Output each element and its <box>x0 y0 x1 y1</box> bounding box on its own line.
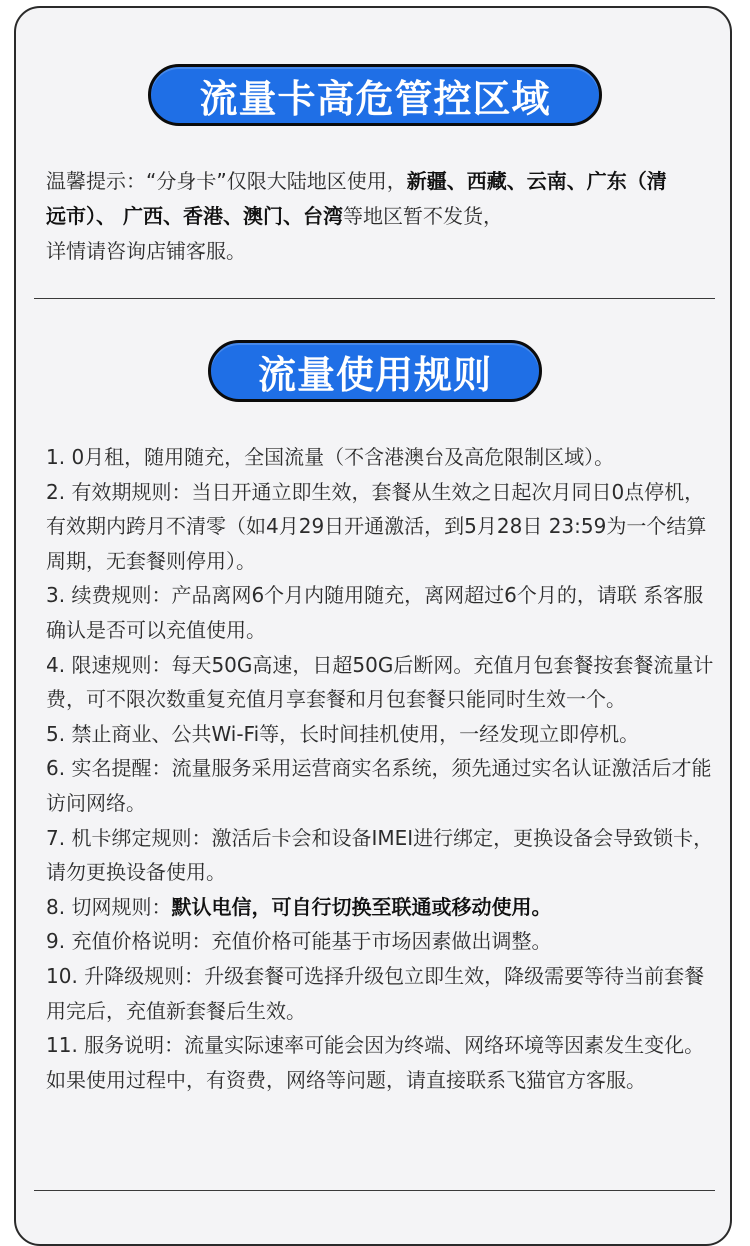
notice-tail: 等地区暂不发货， <box>342 204 503 228</box>
rule-item: 4. 限速规则：每天50G高速，日超50G后断网。充值月包套餐按套餐流量计费，可不限次数重复充值月享套餐和月包套餐只能同时生效一个。 <box>46 652 714 712</box>
rule-item: 3. 续费规则：产品离网6个月内随用随充，离网超过6个月的，请联 系客服确认是否可以充值使用。 <box>46 583 704 642</box>
rule-item: 6. 实名提醒：流量服务采用运营商实名系统，须先通过实名认证激活后才能访问网络。 <box>46 756 712 815</box>
notice-lead: 温馨提示：“分身卡”仅限大陆地区使用， <box>46 169 407 193</box>
bottom-divider <box>34 1190 715 1191</box>
restricted-areas-heading: 流量卡高危管控区域 <box>148 64 602 126</box>
shipping-notice <box>46 164 686 269</box>
rule-item: 5. 禁止商业、公共Wi-Fi等，长时间挂机使用，一经发现立即停机。 <box>46 721 640 746</box>
rule-item <box>46 890 722 925</box>
rule-item: 1. 0月租，随用随充，全国流量（不含港澳台及高危限制区域）。 <box>46 445 615 469</box>
rule-item: 7. 机卡绑定规则：激活后卡会和设备IMEI进行绑定，更换设备会导致锁卡，请勿更换设备使用。 <box>46 825 714 885</box>
usage-rules-list <box>46 440 722 1097</box>
rule-item: 11. 服务说明：流量实际速率可能会因为终端、网络环境等因素发生变化。如果使用过程中，有资费，网络等问题，请直接联系飞猫官方客服。 <box>46 1033 705 1092</box>
section-divider <box>34 298 715 299</box>
rule-item: 9. 充值价格说明：充值价格可能基于市场因素做出调整。 <box>46 929 552 954</box>
notice-regions: 新疆、西藏、云南、广东（清远市）、 广西、香港、澳门、台湾 <box>46 169 667 228</box>
usage-rules-heading: 流量使用规则 <box>208 340 542 402</box>
rule-bold-text: 默认电信，可自行切换至联通或移动使用。 <box>171 894 552 919</box>
notice-contact: 详情请咨询店铺客服。 <box>46 239 246 263</box>
rule-item: 10. 升降级规则：升级套餐可选择升级包立即生效，降级需要等待当前套餐用完后，充值新套餐后生效。 <box>46 963 705 1023</box>
rule-item: 2. 有效期规则：当日开通立即生效，套餐从生效之日起次月同日0点停机，有效期内跨月不清零（如4月29日开通激活，到5月28日 23:59为一个结算周期，无套餐则停用）。 <box>46 479 707 573</box>
rule-prefix: 8. 切网规则： <box>46 894 172 919</box>
